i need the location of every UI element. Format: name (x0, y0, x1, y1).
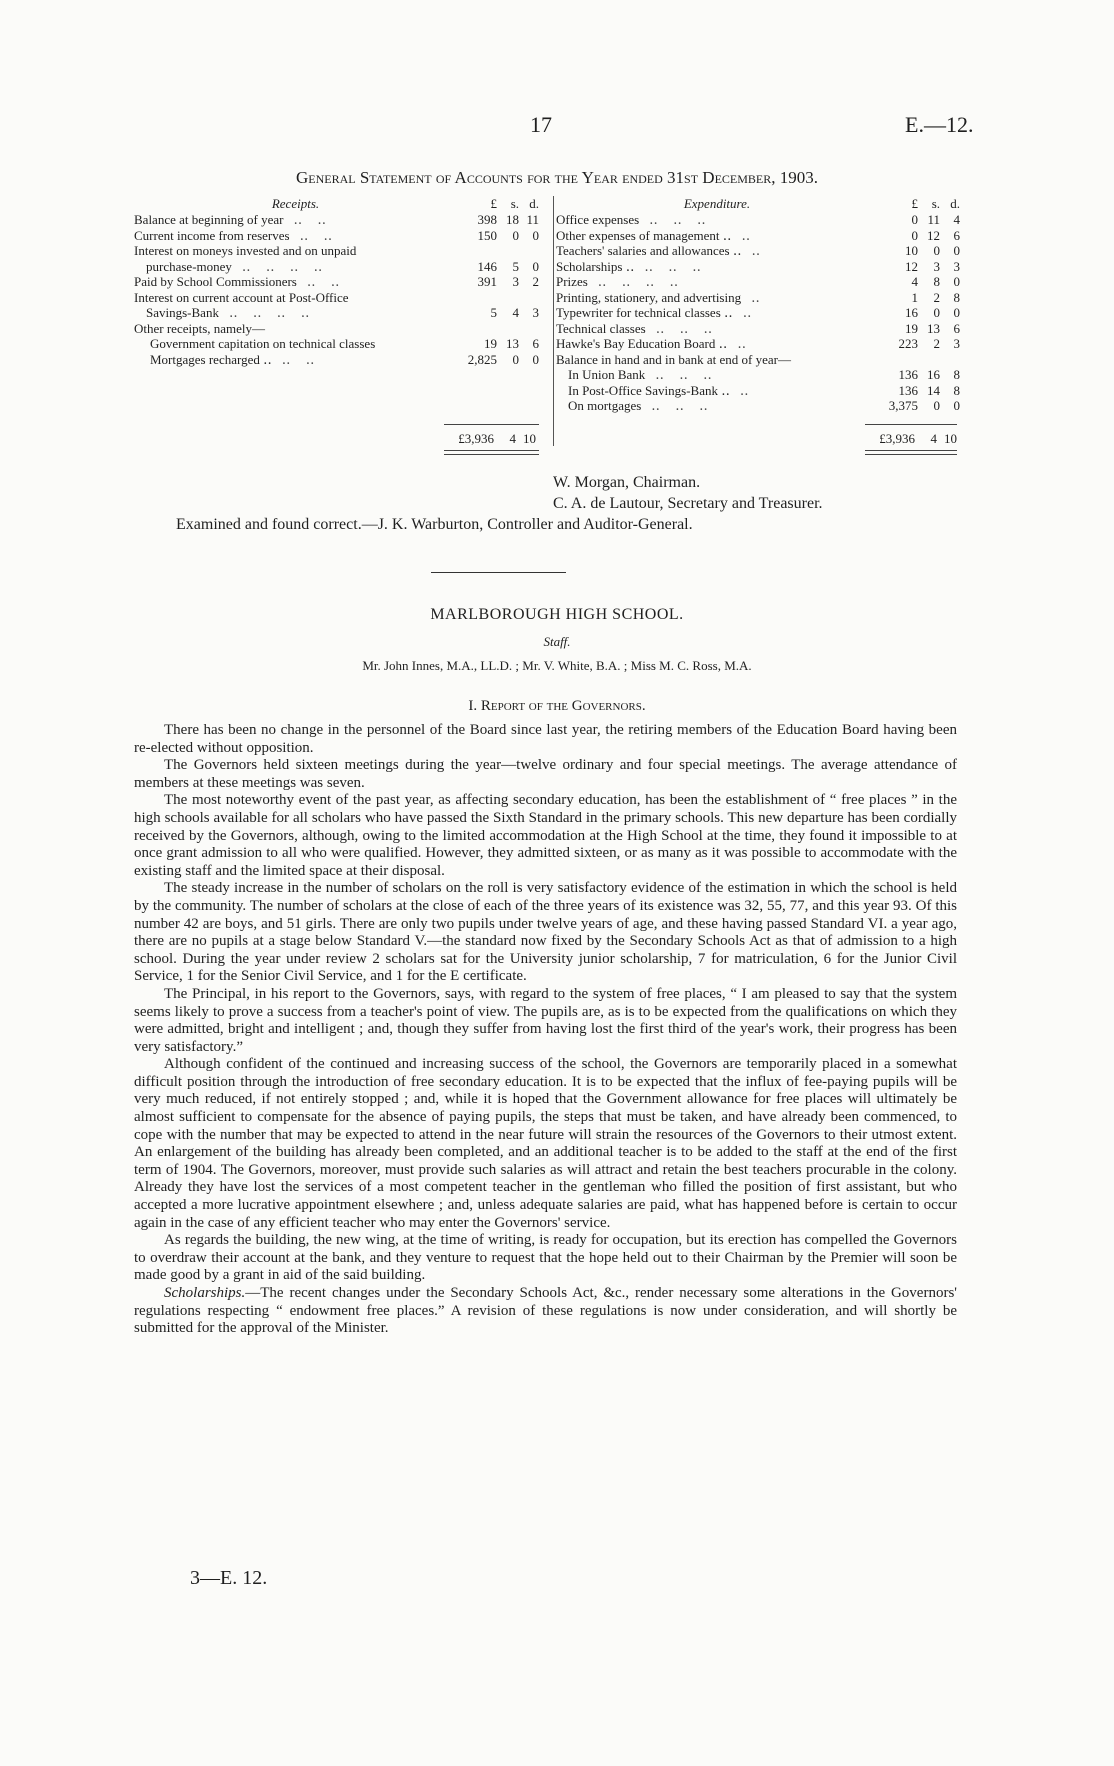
account-row-amount (457, 352, 539, 368)
account-row-amount (878, 274, 960, 290)
receipts-total-rule (444, 424, 539, 425)
amount-pence: 0 (532, 227, 539, 243)
leader-dots: ‥ ‥ ‥ (655, 367, 718, 382)
paragraph-lead: Scholarships. (164, 1285, 246, 1301)
paragraph-text: There has been no change in the personnel of the Board since last year, the retiring members of the Education Board having been re-elected without opposition. (134, 722, 957, 756)
account-row-label (556, 352, 878, 368)
staff-names: Mr. John Innes, M.A., LL.D. ; Mr. V. White, B.A. ; Miss M. C. Ross, M.A. (362, 658, 752, 673)
amount-pounds: 3,375 (888, 398, 918, 413)
paragraph-text: The Principal, in his report to the Governors, says, with regard to the system of free places, “ I am pleased to say that the system seems likely to prove a success from a teacher's point of view. The pupils are, as is to be expected from the qualifications on which they were admitted, bright and intelligent ; and, though they suffer from having lost the first third of the year's work, their progress has been very satisfactory.” (134, 985, 957, 1055)
amount-pounds: 398 (477, 212, 497, 227)
amount-pence: 6 (953, 227, 960, 243)
amount-pence: 8 (953, 289, 960, 305)
receipts-header (134, 196, 539, 212)
account-row-label (556, 383, 878, 399)
account-row (134, 274, 539, 290)
amount-pounds (457, 290, 497, 306)
amount-pounds: 2,825 (467, 351, 497, 367)
leader-dots: ‥ ‥ ‥ ‥ (228, 305, 316, 320)
amount-shillings: 8 (933, 274, 940, 289)
account-row (556, 321, 960, 337)
statement-title: General Statement of Accounts for the Year ended 31st December, 1903. (295, 168, 819, 187)
account-row-amount (878, 367, 960, 383)
amount-shillings: 4 (512, 305, 519, 320)
amount-shillings: 0 (933, 305, 940, 320)
account-row-label (556, 321, 878, 337)
account-row-text: Office expenses (556, 212, 640, 227)
amount-shillings: 13 (506, 336, 519, 351)
expenditure-total (865, 431, 957, 447)
amount-pence: 3 (953, 336, 960, 351)
report-body (134, 722, 957, 1338)
account-row-amount (457, 228, 539, 244)
account-row-text: Savings-Bank (146, 305, 219, 320)
account-row-label (134, 352, 457, 368)
expenditure-total-pence: 10 (944, 431, 957, 446)
account-row-amount (878, 398, 960, 414)
account-row (134, 259, 539, 275)
paragraph-text: Although confident of the continued and increasing success of the school, the Governors are temporarily placed in a somewhat difficult position through the introduction of free secondary education. It is to be expected that the influx of fee-paying pupils will be very much reduced, if not entirely stopped ; and, while it is hoped that the Government allowance for free places will ultimately be almost sufficient to compensate for the absence of paying pupils, the steps that must be taken, and have already been commenced, to cope with the number that may be expected to attend in the near future will strain the resources of the Governors to their utmost extent. An enlargement of the building has already been completed, and an additional teacher is to be added to the staff at the end of the first term of 1904. The Governors, moreover, must provide such salaries as will attract and retain the best teachers procurable in the colony. Already they have lost the services of a most competent teacher in the gentleman who filled the position of first assistant, but who accepted a more lucrative appointment elsewhere ; and, unless adequate salaries are paid, what has happened before is certain to occur again in the case of any efficient teacher who may enter the Governors' service. (134, 1056, 957, 1231)
amount-shillings: 0 (512, 351, 519, 367)
amount-shillings: 0 (512, 227, 519, 243)
school-title: MARLBOROUGH HIGH SCHOOL. (430, 606, 684, 623)
account-row-label (556, 259, 878, 275)
report-paragraph (134, 1056, 957, 1232)
account-row-amount (878, 383, 960, 399)
amount-pence: 4 (953, 212, 960, 227)
account-row-text: In Post-Office Savings-Bank ‥ (568, 382, 730, 398)
amount-pounds: 1 (911, 289, 918, 305)
amount-shillings (497, 321, 519, 337)
leader-dots: ‥ (737, 336, 752, 351)
expenditure-total-shillings: 4 (930, 431, 937, 446)
amount-pounds: 4 (911, 274, 918, 289)
leader-dots: ‥ (739, 382, 755, 398)
amount-pounds: 136 (898, 382, 918, 398)
account-row-label (134, 290, 457, 306)
amount-shillings (918, 352, 940, 368)
amount-pounds: 146 (477, 258, 497, 274)
account-row-text: Interest on current account at Post-Office (134, 289, 349, 305)
amount-pounds: 391 (477, 274, 497, 289)
amount-pence: 2 (532, 274, 539, 289)
account-row-text: Typewriter for technical classes ‥ (556, 305, 733, 320)
amount-pounds: 5 (490, 305, 497, 320)
amount-pounds (878, 352, 918, 368)
section-divider (431, 572, 566, 573)
paragraph-text: As regards the building, the new wing, at the time of writing, is ready for occupation, but its erection has compelled the Governors to overdraw their account at the bank, and they venture to request that the hope held out to their Chairman by the Premier will soon be made good by a grant in aid of the said building. (134, 1232, 957, 1284)
amount-shillings: 0 (933, 398, 940, 413)
leader-dots: ‥ (751, 289, 766, 305)
amount-pence: 3 (532, 305, 539, 320)
amount-shillings (497, 243, 519, 259)
account-row (134, 352, 539, 368)
amount-pence: 6 (532, 336, 539, 351)
leader-dots: ‥ ‥ (281, 351, 321, 367)
receipts-total-pounds: £3,936 (458, 431, 494, 446)
account-row-text: Scholarships ‥ (556, 258, 635, 274)
account-row (134, 290, 539, 306)
amount-pence (519, 243, 539, 259)
account-row-label (134, 243, 457, 259)
account-row-text: On mortgages (568, 398, 642, 413)
account-row-text: Hawke's Bay Education Board ‥ (556, 336, 728, 351)
account-row (556, 305, 960, 321)
expenditure-rows (556, 212, 960, 414)
account-row-text: Paid by School Commissioners (134, 274, 297, 289)
amount-pence (940, 352, 960, 368)
shillings-header: s. (510, 196, 519, 211)
amount-shillings: 11 (927, 212, 940, 227)
leader-dots: ‥ (741, 227, 757, 243)
account-row-amount (457, 321, 539, 337)
account-row-text: Technical classes (556, 320, 646, 336)
amount-pence: 0 (953, 305, 960, 320)
amount-pounds: 12 (905, 258, 918, 274)
account-row-label (556, 367, 878, 383)
account-row-amount (457, 274, 539, 290)
amount-shillings: 13 (927, 320, 940, 336)
secretary-signature: C. A. de Lautour, Secretary and Treasurer. (553, 495, 823, 512)
amount-pence: 3 (953, 258, 960, 274)
account-row-label (556, 305, 878, 321)
account-row-text: Balance in hand and in bank at end of year— (556, 351, 791, 367)
account-row-amount (878, 305, 960, 321)
leader-dots: ‥ ‥ ‥ (644, 258, 707, 274)
account-row-text: Balance at beginning of year (134, 212, 284, 227)
account-row-label (556, 243, 878, 259)
amount-pence: 0 (953, 274, 960, 289)
account-row-label (134, 336, 457, 352)
report-title: I. Report of the Governors. (468, 698, 646, 714)
account-row-label (134, 274, 457, 290)
footer-reference: 3—E. 12. (190, 1567, 268, 1589)
account-row-amount (457, 336, 539, 352)
document-reference: E.—12. (905, 112, 974, 137)
receipts-total (444, 431, 536, 447)
account-row-amount (878, 336, 960, 352)
amount-shillings: 12 (927, 227, 940, 243)
amount-pounds (457, 243, 497, 259)
leader-dots: ‥ ‥ ‥ ‥ (597, 274, 685, 289)
leader-dots: ‥ ‥ (299, 227, 339, 243)
expenditure-total-rule (865, 424, 957, 425)
amount-pounds: 150 (477, 227, 497, 243)
expenditure-currency-headers (878, 196, 960, 212)
receipts-total-pence: 10 (523, 431, 536, 446)
receipts-heading: Receipts. (271, 196, 320, 211)
account-row-text: Prizes (556, 274, 588, 289)
account-row-label (556, 398, 878, 414)
amount-shillings (497, 290, 519, 306)
account-row-text: Printing, stationery, and advertising (556, 289, 742, 305)
amount-pence: 11 (526, 212, 539, 227)
expenditure-total-pounds: £3,936 (879, 431, 915, 446)
account-row (556, 212, 960, 228)
expenditure-table (553, 196, 960, 446)
account-row-amount (878, 321, 960, 337)
report-paragraph (134, 1232, 957, 1285)
account-row-amount (878, 259, 960, 275)
pounds-header: £ (490, 196, 497, 211)
paragraph-text: The Governors held sixteen meetings during the year—twelve ordinary and four special meetings. The average attendance of members at these meetings was seven. (134, 757, 957, 791)
account-row-amount (457, 212, 539, 228)
account-row-text: Interest on moneys invested and on unpaid (134, 243, 357, 258)
leader-dots: ‥ ‥ ‥ ‥ (241, 258, 329, 274)
account-row (556, 259, 960, 275)
amount-pounds: 223 (898, 336, 918, 351)
amount-pounds: 19 (484, 336, 497, 351)
pounds-header: £ (911, 196, 918, 211)
auditor-statement: Examined and found correct.—J. K. Warburton, Controller and Auditor-General. (176, 516, 693, 533)
amount-pence: 6 (953, 320, 960, 336)
account-row-text: Other receipts, namely— (134, 320, 266, 336)
amount-pounds: 19 (905, 320, 918, 336)
account-row (556, 243, 960, 259)
account-row (556, 290, 960, 306)
leader-dots: ‥ ‥ ‥ (651, 398, 714, 413)
page-number: 17 (530, 112, 552, 137)
account-row (134, 321, 539, 337)
account-row-text: In Union Bank (568, 367, 646, 382)
amount-pounds: 0 (911, 227, 918, 243)
amount-shillings: 16 (927, 367, 940, 382)
amount-shillings: 0 (933, 243, 940, 258)
account-row-text: purchase-money (146, 258, 232, 274)
receipts-table (134, 196, 539, 367)
amount-pence (519, 290, 539, 306)
report-paragraph (134, 722, 957, 757)
account-row-label (556, 274, 878, 290)
amount-pounds: 16 (905, 305, 918, 320)
account-row-text: Mortgages recharged ‥ (150, 351, 272, 367)
leader-dots: ‥ ‥ (293, 212, 333, 227)
amount-pence: 0 (953, 398, 960, 413)
leader-dots: ‥ ‥ ‥ (649, 212, 712, 227)
account-row-label (134, 321, 457, 337)
account-row-text: Current income from reserves (134, 227, 290, 243)
account-row (556, 274, 960, 290)
account-row-label (556, 336, 878, 352)
account-row-amount (878, 228, 960, 244)
account-row-amount (878, 243, 960, 259)
pence-header: d. (529, 196, 539, 211)
report-paragraph (134, 986, 957, 1056)
account-row-label (134, 305, 457, 321)
account-row-amount (457, 259, 539, 275)
amount-shillings: 5 (512, 258, 519, 274)
amount-pence: 8 (953, 367, 960, 382)
amount-pence (519, 321, 539, 337)
expenditure-header (556, 196, 960, 212)
account-row-label (556, 290, 878, 306)
staff-label: Staff. (543, 634, 571, 649)
amount-shillings: 3 (512, 274, 519, 289)
account-row (556, 367, 960, 383)
leader-dots: ‥ (751, 243, 767, 258)
report-paragraph (134, 1285, 957, 1338)
paragraph-text: The steady increase in the number of scholars on the roll is very satisfactory evidence of the estimation in which the school is held by the community. The number of scholars at the close of each of the three years of its existence was 32, 55, 77, and this year 93. Of this number 42 are boys, and 51 girls. There are only two pupils under twelve years of age, and these having passed Standard VI. a year ago, there are no pupils at a stage below Standard V.—the standard now fixed by the Secondary Schools Act as that of admission to a high school. During the year under review 2 scholars sat for the University junior scholarship, 7 for matriculation, 6 for the Junior Civil Service, 1 for the Senior Civil Service, and 1 for the E certificate. (134, 880, 957, 985)
amount-shillings: 2 (933, 289, 940, 305)
account-row-amount (457, 243, 539, 259)
account-row-label (134, 228, 457, 244)
amount-pence: 0 (532, 258, 539, 274)
leader-dots: ‥ ‥ (306, 274, 346, 289)
account-row-label (134, 212, 457, 228)
expenditure-heading: Expenditure. (683, 196, 751, 211)
account-row (556, 398, 960, 414)
amount-pounds: 10 (905, 243, 918, 258)
account-row-amount (457, 290, 539, 306)
account-row-label (556, 212, 878, 228)
account-row (134, 305, 539, 321)
report-paragraph (134, 880, 957, 986)
paragraph-text: The most noteworthy event of the past year, as affecting secondary education, has been the establishment of “ free places ” in the high schools available for all scholars who have passed the Sixth Standard in the primary schools. This new departure has been cordially received by the Governors, although, owing to the limited accommodation at the High School at the time, they found it impossible to at once grant admission to all who were qualified. However, they admitted sixteen, or as many as it was possible to accommodate with the existing staff and the limited space at their disposal. (134, 792, 957, 879)
amount-pounds: 0 (911, 212, 918, 227)
amount-pence: 0 (953, 243, 960, 258)
chairman-signature: W. Morgan, Chairman. (553, 474, 701, 491)
account-row-amount (878, 290, 960, 306)
receipts-total-shillings: 4 (509, 431, 516, 446)
account-row-amount (878, 212, 960, 228)
account-row-text: Other expenses of management ‥ (556, 227, 732, 243)
amount-pounds (457, 321, 497, 337)
shillings-header: s. (931, 196, 940, 211)
account-row (134, 212, 539, 228)
receipts-rows (134, 212, 539, 367)
amount-pounds: 136 (898, 367, 918, 382)
account-row (556, 383, 960, 399)
receipts-double-rule (444, 450, 539, 455)
account-row (134, 228, 539, 244)
amount-shillings: 2 (933, 336, 940, 351)
amount-shillings: 18 (506, 212, 519, 227)
report-paragraph (134, 792, 957, 880)
paragraph-text: —The recent changes under the Secondary Schools Act, &c., render necessary some alterations in the Governors' regulations respecting “ endowment free places.” A revision of these regulations is now under consideration, and will shortly be submitted for the approval of the Minister. (134, 1285, 957, 1337)
expenditure-double-rule (865, 450, 957, 455)
account-row (556, 352, 960, 368)
receipts-currency-headers (457, 196, 539, 212)
account-row (134, 336, 539, 352)
amount-pence: 0 (532, 351, 539, 367)
account-row-amount (878, 352, 960, 368)
account-row-text: Teachers' salaries and allowances ‥ (556, 243, 742, 258)
account-row-label (556, 228, 878, 244)
account-row-label (134, 259, 457, 275)
account-row-amount (457, 305, 539, 321)
pence-header: d. (950, 196, 960, 211)
amount-shillings: 14 (927, 382, 940, 398)
report-paragraph (134, 757, 957, 792)
leader-dots: ‥ ‥ ‥ (655, 320, 719, 336)
account-row (134, 243, 539, 259)
account-row (556, 228, 960, 244)
account-row-text: Government capitation on technical classes (150, 336, 376, 351)
amount-pence: 8 (953, 382, 960, 398)
amount-shillings: 3 (933, 258, 940, 274)
account-row (556, 336, 960, 352)
leader-dots: ‥ (742, 305, 758, 320)
